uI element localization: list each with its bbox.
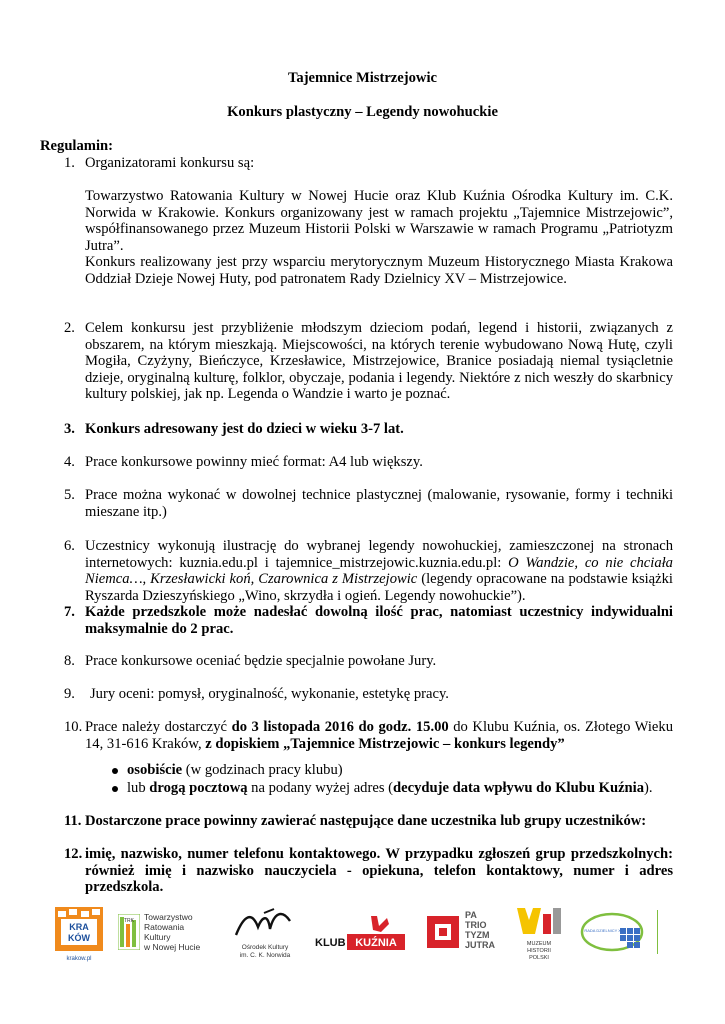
- kuznia-name: KUŹNIA: [355, 937, 397, 949]
- trk-line: w Nowej Hucie: [144, 942, 201, 952]
- kuznia-logo: [313, 912, 407, 952]
- item-text: Organizatorami konkursu są:: [85, 155, 255, 171]
- item-number: 8.: [64, 653, 75, 669]
- trk-mark-icon: [118, 914, 140, 950]
- item-text: imię, nazwisko, numer telefonu kontaktowego. W przypadku zgłoszeń grup przedszkolnych: również imię i nazwisko nauczyciela - opiekuna, telefon kontaktowy, numer i adres przedszkola.: [85, 846, 673, 896]
- footer-divider: [657, 910, 658, 954]
- item-text: Konkurs adresowany jest do dzieci w wieku 3-7 lat.: [85, 421, 404, 437]
- muzeum-line: HISTORII: [527, 947, 551, 954]
- bullet-item: [127, 780, 653, 797]
- trk-line: Towarzystwo: [144, 912, 193, 922]
- item-6-text-b: (legendy opracowane na podstawie książki Ryszarda Dzieszyńskiego „Wino, skrzydła i ogień. Legendy nowohuckie”).: [85, 571, 673, 604]
- patriotyzm-line: JUTRA: [465, 940, 496, 950]
- trk-logo: [118, 912, 223, 957]
- kuznia-club: KLUB: [315, 937, 346, 949]
- rada-mark-icon: [580, 910, 652, 956]
- patriotyzm-text: [465, 910, 495, 950]
- item-text: Dostarczone prace powinny zawierać następujące dane uczestnika lub grupy uczestników:: [85, 813, 647, 829]
- trk-line: Kultury: [144, 932, 171, 942]
- krakow-line1: KRA: [69, 922, 89, 932]
- bullet-pre: lub: [127, 780, 150, 796]
- item-text: [85, 719, 673, 752]
- patriotyzm-line: TYZM: [465, 930, 490, 940]
- item-10-t2: do Klubu Kuźnia, os. Złotego Wieku 14, 31-616 Kraków,: [85, 719, 673, 752]
- item-text: Prace można wykonać w dowolnej technice plastycznej (malowanie, rysowanie, formy i techniki mieszane itp.): [85, 487, 673, 520]
- item-number: 12.: [64, 846, 83, 862]
- item-text: Każde przedszkole może nadesłać dowolną ilość prac, natomiast uczestnicy indywidualni maksymalnie do 2 prac.: [85, 604, 673, 637]
- item-number: 5.: [64, 487, 75, 503]
- item-number: 7.: [64, 604, 75, 620]
- muzeum-logo: [515, 906, 563, 960]
- patriotyzm-line: PA: [465, 910, 477, 920]
- bullet-rest: (w godzinach pracy klubu): [182, 762, 343, 778]
- item-number: 1.: [64, 155, 75, 171]
- krakow-url: krakow.pl: [66, 955, 92, 962]
- support-paragraph: Konkurs realizowany jest przy wsparciu merytorycznym Muzeum Historycznego Miasta Krakowa Oddział Dzieje Nowej Huty, pod patronatem Rady Dzielnicy XV – Mistrzejowice.: [85, 254, 673, 287]
- document-subtitle: Konkurs plastyczny – Legendy nowohuckie: [227, 104, 498, 120]
- label-note: z dopiskiem „Tajemnice Mistrzejowic – konkurs legendy”: [205, 735, 565, 752]
- item-number: 2.: [64, 320, 75, 336]
- kuznia-mark-icon: [313, 912, 407, 952]
- osrodek-logo: [230, 907, 300, 957]
- bullet-icon: [112, 768, 118, 774]
- item-6-text-a: Uczestnicy wykonują ilustrację do wybranej legendy nowohuckiej, zamieszczonej na stronach internetowych: kuznia.edu.pl i tajemnice_mistrzejowic.kuznia.edu.pl:: [85, 538, 673, 571]
- trk-line: Ratowania: [144, 922, 185, 932]
- item-10-t1: Prace należy dostarczyć: [85, 719, 232, 735]
- muzeum-mark-icon: [515, 906, 563, 936]
- patriotyzm-mark-icon: [425, 914, 461, 950]
- item-text: Prace konkursowe powinny mieć format: A4 lub większy.: [85, 454, 423, 470]
- muzeum-name: [515, 941, 563, 962]
- item-number: 6.: [64, 538, 75, 554]
- bullet-rest: na podany wyżej adres (: [247, 780, 394, 796]
- trk-mark: TRK: [124, 918, 134, 924]
- item-number: 11.: [64, 813, 82, 829]
- muzeum-line: POLSKI: [529, 954, 549, 961]
- legend-titles: O Wandzie, co nie chciała Niemca…, Krzesławicki koń, Czarownica z Mistrzejowic: [85, 554, 673, 588]
- item-number: 4.: [64, 454, 75, 470]
- item-number: 10.: [64, 719, 83, 735]
- osrodek-line: im. C. K. Norwida: [239, 951, 291, 959]
- osrodek-line: Ośrodek Kultury: [241, 943, 289, 951]
- bullet-bold: drogą pocztową: [149, 780, 248, 796]
- item-text: [85, 320, 673, 403]
- krakow-mark-icon: [55, 907, 103, 951]
- krakow-logo: [55, 907, 103, 962]
- item-text: Jury oceni: pomysł, oryginalność, wykonanie, estetykę pracy.: [90, 686, 449, 702]
- bullet-end: ).: [644, 780, 653, 796]
- organizers-paragraph: Towarzystwo Ratowania Kultury w Nowej Hucie oraz Klub Kuźnia Ośrodka Kultury im. C.K. Norwida w Krakowie. Konkurs organizowany jest w ramach projektu „Tajemnice Mistrzejowic”, współfinansowanego przez Muzeum Historii Polski w Warszawie w ramach Programu „Patriotyzm Jutra”.: [85, 188, 673, 254]
- bullet-item: [127, 762, 343, 779]
- bullet-bold: osobiście: [127, 762, 183, 778]
- footer-logos: [55, 902, 665, 962]
- krakow-line2: KÓW: [68, 933, 90, 943]
- rada-label: RADA DZIELNICY XV: [584, 928, 624, 933]
- document-title: Tajemnice Mistrzejowic: [288, 70, 437, 86]
- norwid-signature-icon: [230, 907, 300, 939]
- regulamin-heading: Regulamin:: [40, 138, 113, 154]
- patriotyzm-logo: [425, 910, 497, 958]
- item-number: 9.: [64, 686, 75, 702]
- bullet-icon: [112, 786, 118, 792]
- trk-name: [144, 912, 200, 952]
- deadline: do 3 listopada 2016 do godz. 15.00: [231, 719, 449, 735]
- muzeum-line: MUZEUM: [526, 940, 552, 947]
- patriotyzm-line: TRIO: [465, 920, 487, 930]
- item-number: 3.: [64, 421, 75, 437]
- osrodek-name: [230, 944, 300, 960]
- item-2-text: Celem konkursu jest przybliżenie młodszym dzieciom podań, legend i historii, związanych z obszarem, na którym mieszkają. Miejscowości, na których terenie wybudowano Nową Hutę, czyli Mogiła, Czyżyny, Bieńczyce, Krzesławice, Mistrzejowice, Branice posiadają niemal tysiącletnie dzieje, oryginalną kulturę, folklor, obyczaje, podania i legendy. Niektóre z nich weszły do skarbnicy kultury polskiej, jak np. Legenda o Wandzie i warto je poznać.: [85, 320, 673, 403]
- item-text: Prace konkursowe oceniać będzie specjalnie powołane Jury.: [85, 653, 437, 669]
- bullet-bold-2: decyduje data wpływu do Klubu Kuźnia: [393, 780, 645, 796]
- item-text: [85, 538, 673, 604]
- rada-logo: [580, 910, 652, 956]
